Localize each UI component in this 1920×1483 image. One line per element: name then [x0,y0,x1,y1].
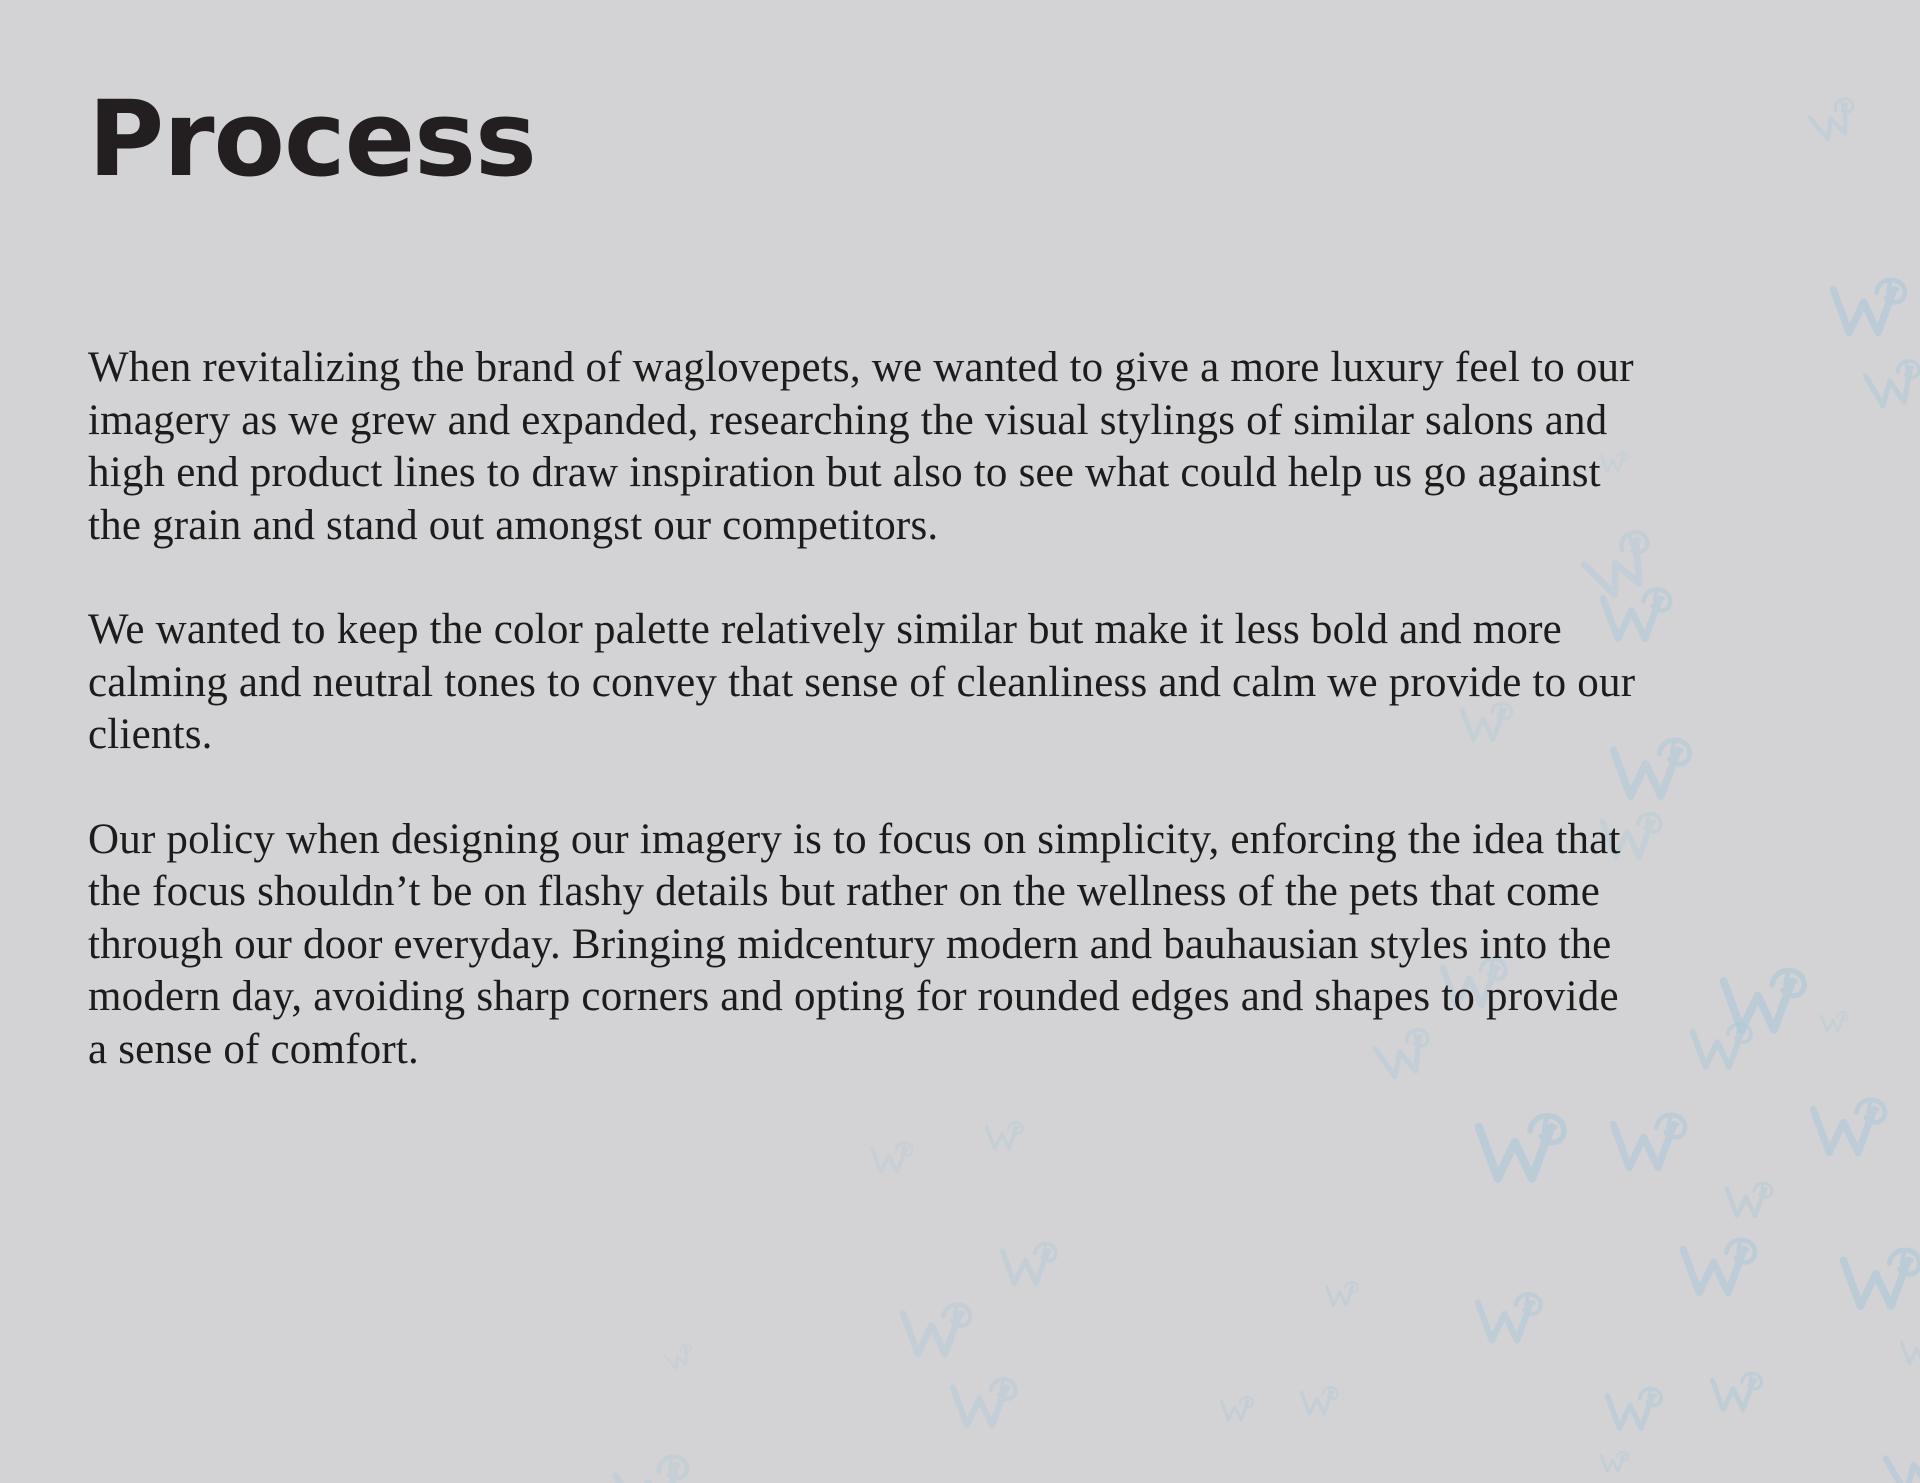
w-dog-icon [1821,1012,1848,1032]
w-dog-icon [664,1343,696,1371]
w-dog-icon [872,1143,912,1173]
w-dog-icon [1808,97,1861,143]
w-dog-icon [1727,1183,1772,1216]
body-text [88,342,1788,1128]
paragraph-design-policy: Our policy when designing our imagery is to focus on simplicity, enforcing the idea that the focus shouldn’t be on flashy details but rather on the wellness of the pets that come through our door everyday. Bringing midcentury modern and bauhausian styles into the modern day, avoiding sharp corners and opting for rounded edges and shapes to provide a sense of comfort. [88,815,1621,1073]
w-dog-icon [1221,1397,1252,1420]
w-dog-icon [1302,1387,1338,1413]
w-dog-icon [1601,1452,1628,1472]
w-dog-icon [953,1379,1016,1425]
w-dog-icon [1712,1373,1761,1409]
w-dog-icon [1884,1439,1920,1483]
w-dog-icon [1478,1294,1541,1340]
w-dog-icon [903,1305,970,1355]
w-dog-icon [614,1454,694,1483]
w-dog-icon [1683,1240,1755,1293]
w-dog-icon [1002,1244,1056,1284]
w-dog-icon [1902,1337,1920,1363]
page-title: Process [88,78,536,200]
paragraph-color-palette: We wanted to keep the color palette relatively similar but make it less bold and more calming and neutral tones to convey that sense of cleanliness and calm we provide to our clients. [88,606,1636,758]
w-dog-icon [1607,1389,1661,1429]
w-dog-icon [1326,1282,1357,1305]
w-dog-icon [1843,1250,1919,1306]
w-dog-icon [1813,1100,1885,1153]
paragraph-intro: When revitalizing the brand of waglovepets, we wanted to give a more luxury feel to our imagery as we grew and expanded, researching the visual stylings of similar salons and high end product lines to draw inspiration but also to see what could help us go against the grain and stand out amongst our competitors. [88,344,1634,549]
w-dog-icon [1833,280,1905,333]
w-dog-icon [1864,359,1920,407]
